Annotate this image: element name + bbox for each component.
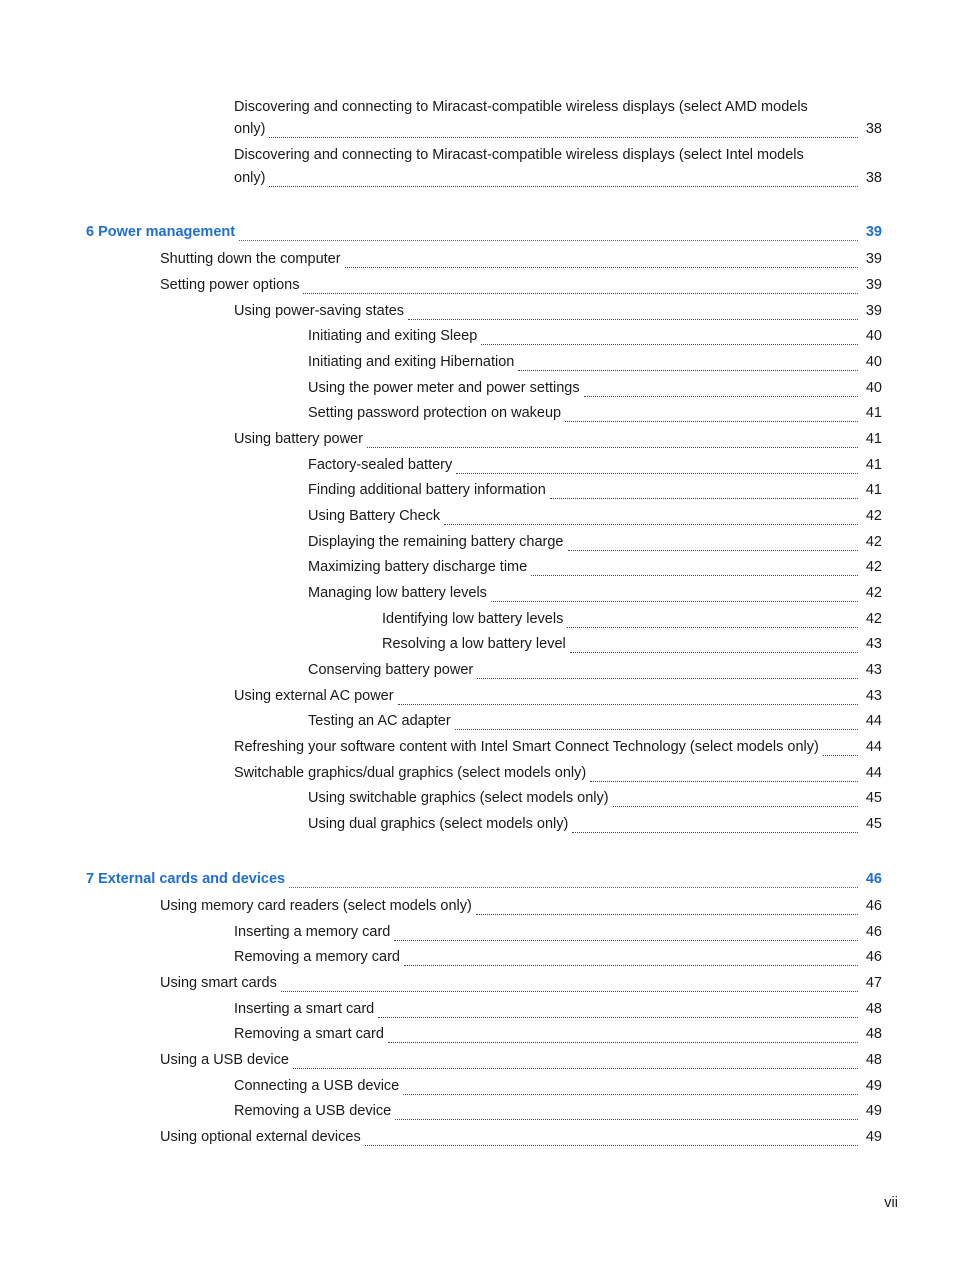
toc-page-number: 42 <box>865 508 882 524</box>
toc-entry-title: Using switchable graphics (select models only) <box>308 790 609 806</box>
toc-entry[interactable] <box>0 608 954 630</box>
toc-page-number: 44 <box>865 739 882 755</box>
toc-page-number: 49 <box>865 1103 882 1119</box>
toc-page-number: 46 <box>865 898 882 914</box>
toc-entry-title: Discovering and connecting to Miracast-compatible wireless displays (select AMD models <box>234 99 808 115</box>
toc-page-number: 41 <box>865 405 882 421</box>
toc-entry-title: Using dual graphics (select models only) <box>308 816 569 832</box>
toc-entry[interactable] <box>0 96 954 118</box>
toc-entry[interactable] <box>0 351 954 373</box>
toc-entry[interactable] <box>0 167 954 189</box>
toc-page-number: 38 <box>865 121 882 137</box>
toc-entry[interactable] <box>0 1049 954 1071</box>
toc-entry-title: Switchable graphics/dual graphics (select models only) <box>234 765 587 781</box>
toc-page-number: 42 <box>865 559 882 575</box>
toc-entry[interactable] <box>0 556 954 578</box>
toc-entry[interactable] <box>0 505 954 527</box>
toc-dot-leader <box>388 1028 858 1043</box>
toc-entry[interactable] <box>0 972 954 994</box>
toc-dot-leader <box>570 638 858 653</box>
toc-entry[interactable] <box>0 274 954 296</box>
toc-dot-leader <box>568 536 858 551</box>
toc-entry[interactable] <box>0 402 954 424</box>
toc-dot-leader <box>481 330 858 345</box>
toc-page-number: 43 <box>865 662 882 678</box>
toc-entry-title: Refreshing your software content with Intel Smart Connect Technology (select models only) <box>234 739 819 755</box>
toc-dot-leader <box>395 1105 858 1120</box>
toc-entry-title: Initiating and exiting Hibernation <box>308 354 515 370</box>
toc-entry-title: only) <box>234 170 266 186</box>
toc-entry[interactable] <box>0 377 954 399</box>
toc-entry[interactable] <box>0 659 954 681</box>
toc-entry[interactable] <box>0 428 954 450</box>
toc-dot-leader <box>367 433 858 448</box>
toc-entry[interactable] <box>0 118 954 140</box>
toc-chapter-title: 7 External cards and devices <box>86 871 286 887</box>
toc-entry[interactable] <box>0 582 954 604</box>
toc-entry[interactable] <box>0 946 954 968</box>
toc-entry-title: Using Battery Check <box>308 508 441 524</box>
toc-page-number: 40 <box>865 354 882 370</box>
toc-dot-leader <box>531 561 858 576</box>
toc-page-number: 48 <box>865 1052 882 1068</box>
toc-entry[interactable] <box>0 633 954 655</box>
toc-entry-title: Finding additional battery information <box>308 482 546 498</box>
toc-dot-leader <box>269 172 858 187</box>
toc-entry-title: Inserting a memory card <box>234 924 391 940</box>
toc-entry-title: Managing low battery levels <box>308 585 487 601</box>
toc-page-number: 41 <box>865 431 882 447</box>
toc-dot-leader <box>590 767 858 782</box>
toc-dot-leader <box>823 741 858 756</box>
toc-page-number: 39 <box>865 251 882 267</box>
toc-entry[interactable] <box>0 479 954 501</box>
toc-dot-leader <box>444 510 858 525</box>
toc-dot-leader <box>403 1080 858 1095</box>
toc-page-number: 39 <box>865 303 882 319</box>
toc-entry[interactable] <box>0 921 954 943</box>
toc-page-number: 45 <box>865 816 882 832</box>
toc-entry[interactable] <box>0 1023 954 1045</box>
toc-page-number: 45 <box>865 790 882 806</box>
toc-entry[interactable] <box>0 144 954 166</box>
toc-dot-leader <box>303 279 858 294</box>
toc-entry[interactable] <box>0 736 954 758</box>
toc-page-number: 41 <box>865 457 882 473</box>
toc-dot-leader <box>269 123 858 138</box>
toc-dot-leader <box>394 926 858 941</box>
toc-entry-title: Setting power options <box>160 277 300 293</box>
toc-entry[interactable] <box>0 813 954 835</box>
toc-entry-title: Initiating and exiting Sleep <box>308 328 478 344</box>
toc-dot-leader <box>567 613 858 628</box>
toc-entry[interactable] <box>0 325 954 347</box>
toc-entry[interactable] <box>0 454 954 476</box>
toc-dot-leader <box>476 900 858 915</box>
toc-dot-leader <box>378 1003 858 1018</box>
toc-dot-leader <box>239 226 858 241</box>
toc-entry[interactable] <box>0 685 954 707</box>
toc-entry[interactable] <box>0 300 954 322</box>
toc-entry[interactable] <box>0 998 954 1020</box>
toc-entry[interactable] <box>0 895 954 917</box>
toc-dot-leader <box>365 1131 858 1146</box>
toc-dot-leader <box>565 407 858 422</box>
toc-page-number: 49 <box>865 1129 882 1145</box>
toc-entry-title: Removing a memory card <box>234 949 400 965</box>
toc-entry-title: Factory-sealed battery <box>308 457 453 473</box>
toc-page-number: 39 <box>865 277 882 293</box>
toc-entry-title: Using a USB device <box>160 1052 289 1068</box>
toc-page-number: 43 <box>865 636 882 652</box>
toc-page-number: 48 <box>865 1026 882 1042</box>
toc-dot-leader <box>518 356 858 371</box>
toc-page-number: 48 <box>865 1001 882 1017</box>
toc-entry-title: Removing a USB device <box>234 1103 392 1119</box>
toc-page-number: 44 <box>865 713 882 729</box>
toc-entry-title: Conserving battery power <box>308 662 474 678</box>
toc-entry-title: Using the power meter and power settings <box>308 380 580 396</box>
toc-entry-title: Using smart cards <box>160 975 277 991</box>
toc-dot-leader <box>613 792 858 807</box>
toc-chapter-entry[interactable] <box>0 868 954 890</box>
toc-page-number: 39 <box>865 224 882 240</box>
toc-entry[interactable] <box>0 1100 954 1122</box>
toc-dot-leader <box>408 305 858 320</box>
toc-entry-title: Maximizing battery discharge time <box>308 559 528 575</box>
toc-page-number: 40 <box>865 328 882 344</box>
toc-dot-leader <box>293 1054 858 1069</box>
toc-page-number: 38 <box>865 170 882 186</box>
toc-entry-title: Displaying the remaining battery charge <box>308 534 564 550</box>
toc-dot-leader <box>345 253 858 268</box>
toc-page-number: 47 <box>865 975 882 991</box>
toc-entry-title: Discovering and connecting to Miracast-compatible wireless displays (select Intel models <box>234 147 804 163</box>
toc-dot-leader <box>572 818 858 833</box>
toc-entry-title: Using optional external devices <box>160 1129 361 1145</box>
toc-entry-title: Setting password protection on wakeup <box>308 405 562 421</box>
toc-page-number: 41 <box>865 482 882 498</box>
toc-entry[interactable] <box>0 787 954 809</box>
toc-page-number: 40 <box>865 380 882 396</box>
toc-entry-title: Using external AC power <box>234 688 394 704</box>
toc-dot-leader <box>398 690 858 705</box>
toc-entry[interactable] <box>0 710 954 732</box>
toc-page-number: 43 <box>865 688 882 704</box>
page-number: vii <box>884 1195 898 1211</box>
toc-dot-leader <box>550 484 858 499</box>
toc-page-number: 44 <box>865 765 882 781</box>
toc-entry-title: Removing a smart card <box>234 1026 384 1042</box>
toc-dot-leader <box>404 951 858 966</box>
toc-entry-title: Connecting a USB device <box>234 1078 400 1094</box>
toc-entry-title: Testing an AC adapter <box>308 713 451 729</box>
toc-entry[interactable] <box>0 1075 954 1097</box>
toc-page-number: 49 <box>865 1078 882 1094</box>
toc-entry-title: only) <box>234 121 266 137</box>
toc-entry-title: Inserting a smart card <box>234 1001 375 1017</box>
toc-entry-title: Identifying low battery levels <box>382 611 564 627</box>
toc-page-number: 46 <box>865 871 882 887</box>
toc-page-number: 42 <box>865 611 882 627</box>
toc-chapter-entry[interactable] <box>0 221 954 243</box>
toc-page-number: 46 <box>865 924 882 940</box>
toc-dot-leader <box>456 459 858 474</box>
toc-page-number: 42 <box>865 534 882 550</box>
toc-page-number: 42 <box>865 585 882 601</box>
toc-entry[interactable] <box>0 531 954 553</box>
toc-entry-title: Using battery power <box>234 431 363 447</box>
toc-entry[interactable] <box>0 248 954 270</box>
toc-dot-leader <box>491 587 858 602</box>
toc-page-number: 46 <box>865 949 882 965</box>
toc-entry-title: Shutting down the computer <box>160 251 341 267</box>
toc-dot-leader <box>477 664 858 679</box>
toc-dot-leader <box>289 873 858 888</box>
toc-entry[interactable] <box>0 1126 954 1148</box>
toc-chapter-title: 6 Power management <box>86 224 236 240</box>
toc-entry-title: Using memory card readers (select models only) <box>160 898 472 914</box>
toc-dot-leader <box>584 382 858 397</box>
toc-dot-leader <box>281 977 858 992</box>
toc-entry-title: Using power-saving states <box>234 303 405 319</box>
toc-entry-title: Resolving a low battery level <box>382 636 566 652</box>
toc-entry[interactable] <box>0 762 954 784</box>
toc-dot-leader <box>455 715 858 730</box>
